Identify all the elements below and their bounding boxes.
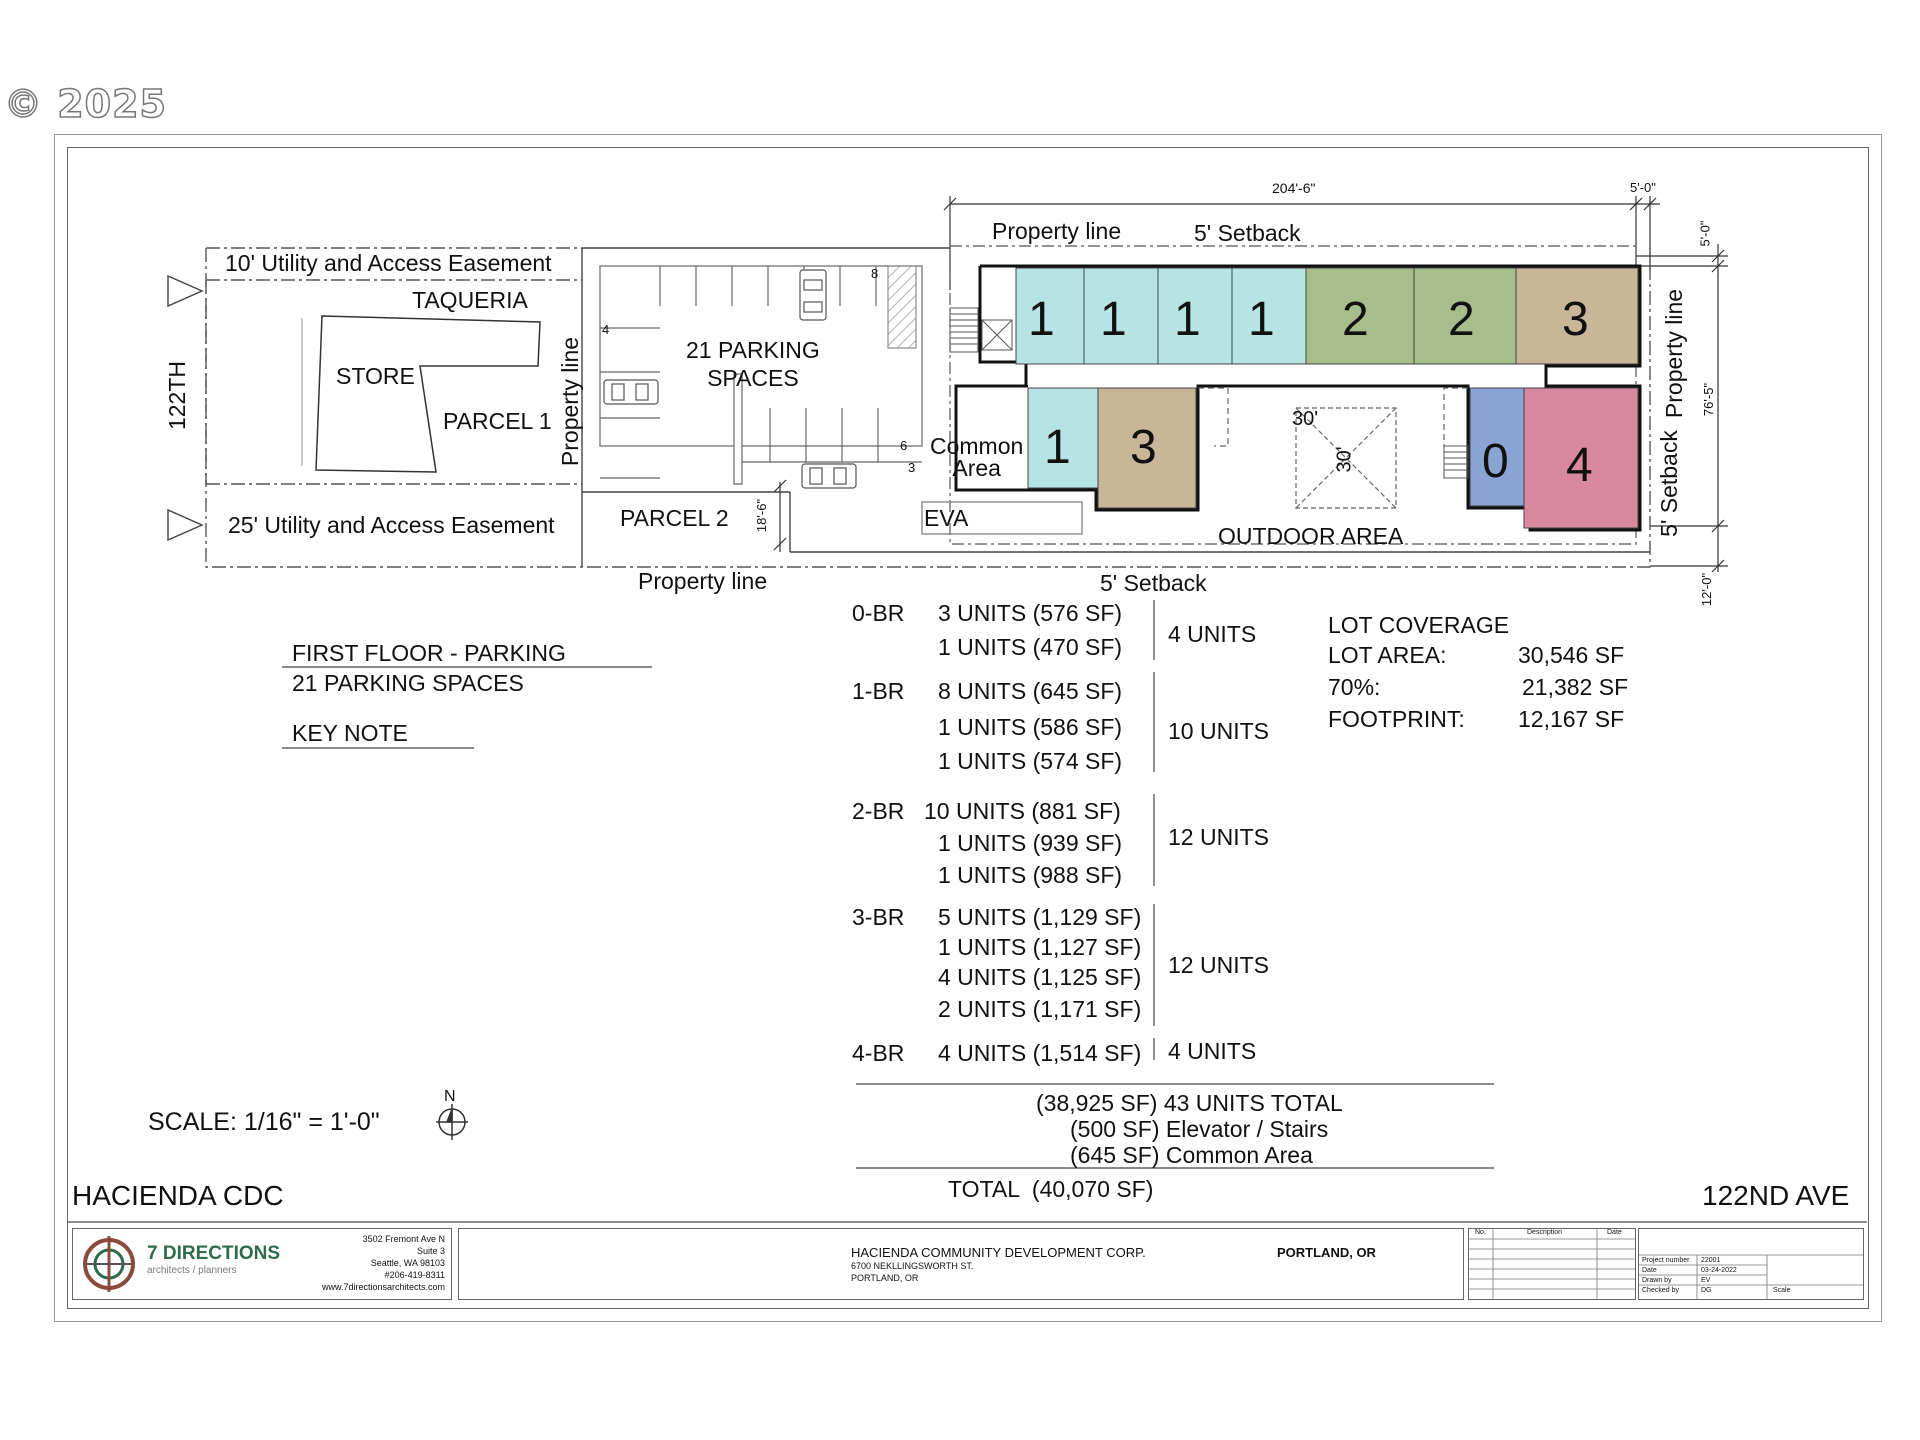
unit-number: 4 <box>1566 439 1593 492</box>
project-info-table <box>1638 1228 1864 1300</box>
schedule-type: 3-BR <box>852 904 905 930</box>
access-arrow-bottom <box>168 510 202 540</box>
note-first-floor: FIRST FLOOR - PARKING <box>292 640 566 666</box>
title-block-firm <box>72 1228 452 1300</box>
firm-address-line: Suite 3 <box>416 1246 445 1256</box>
project-name: HACIENDA CDC <box>72 1180 284 1211</box>
label-setback-bottom: 5' Setback <box>1100 570 1207 596</box>
label-easement-10: 10' Utility and Access Easement <box>225 250 552 276</box>
schedule-row: 1 UNITS (988 SF) <box>938 862 1123 888</box>
schedule-row: 1 UNITS (470 SF) <box>938 634 1123 660</box>
totals-common: (645 SF) Common Area <box>1070 1142 1313 1168</box>
info-label: Drawn by <box>1642 1277 1672 1284</box>
totals-units: (38,925 SF) 43 UNITS TOTAL <box>1036 1090 1343 1116</box>
label-street-122th: 122TH <box>164 360 191 431</box>
firm-address-line: 3502 Fremont Ave N <box>362 1234 445 1244</box>
access-arrow-top <box>168 276 202 306</box>
schedule-total: 12 UNITS <box>1168 952 1269 978</box>
unit-number: 1 <box>1100 293 1127 346</box>
unit-number: 3 <box>1562 293 1589 346</box>
schedule-type: 0-BR <box>852 600 905 626</box>
schedule-row: 2 UNITS (1,171 SF) <box>938 996 1142 1022</box>
dimension-parcel2-label: 18'-6" <box>754 498 770 533</box>
note-scale: SCALE: 1/16" = 1'-0" <box>148 1108 380 1136</box>
dimension-right-bottom-label: 12'-0" <box>1699 572 1715 607</box>
info-value: EV <box>1701 1277 1711 1284</box>
label-parcel1: PARCEL 1 <box>443 408 552 434</box>
label-property-line-top: Property line <box>992 218 1122 244</box>
firm-address <box>322 1233 445 1293</box>
dimension-top-label: 204'-6" <box>1272 180 1316 196</box>
client-name: HACIENDA COMMUNITY DEVELOPMENT CORP. <box>851 1245 1146 1260</box>
coverage-value: 30,546 SF <box>1518 642 1625 668</box>
schedule-type: 4-BR <box>852 1040 905 1066</box>
label-property-line-bottom: Property line <box>638 568 768 594</box>
north-label: N <box>444 1088 456 1105</box>
unit-number: 1 <box>1028 293 1055 346</box>
info-value: 22001 <box>1701 1257 1721 1264</box>
label-30-horizontal: 30' <box>1292 408 1319 430</box>
info-value: DG <box>1701 1287 1712 1294</box>
unit-number: 0 <box>1482 435 1509 488</box>
unit-number: 1 <box>1248 293 1275 346</box>
label-easement-25: 25' Utility and Access Easement <box>228 512 555 538</box>
unit-number: 2 <box>1342 293 1369 346</box>
totals-elevator: (500 SF) Elevator / Stairs <box>1070 1116 1329 1142</box>
stair-right <box>1444 446 1468 478</box>
car-bottom <box>802 464 856 488</box>
schedule-row: 8 UNITS (645 SF) <box>938 678 1123 704</box>
schedule-row: 1 UNITS (1,127 SF) <box>938 934 1142 960</box>
scale-label: Scale <box>1773 1287 1791 1294</box>
info-label: Checked by <box>1642 1287 1679 1294</box>
dimension-18-6 <box>774 480 786 552</box>
label-parcel2: PARCEL 2 <box>620 505 729 531</box>
coverage-label: 70%: <box>1328 674 1381 700</box>
schedule-type: 2-BR <box>852 798 905 824</box>
dimension-right-mid-label: 76'-5" <box>1701 382 1717 417</box>
unit-number: 1 <box>1174 293 1201 346</box>
coverage-value: 21,382 SF <box>1522 674 1629 700</box>
parking-number: 6 <box>900 438 908 453</box>
revision-grid <box>1469 1229 1635 1299</box>
schedule-row: 1 UNITS (586 SF) <box>938 714 1123 740</box>
coverage-value: 12,167 SF <box>1518 706 1625 732</box>
info-label: Project number <box>1642 1257 1690 1264</box>
coverage-label: LOT AREA: <box>1328 642 1447 668</box>
unit-number: 3 <box>1130 421 1157 474</box>
schedule-row: 4 UNITS (1,125 SF) <box>938 964 1142 990</box>
hatched-area <box>888 266 916 348</box>
schedule-total: 4 UNITS <box>1168 1038 1257 1064</box>
label-property-line-left: Property line <box>557 336 584 467</box>
coverage-label: FOOTPRINT: <box>1328 706 1465 732</box>
schedule-row: 4 UNITS (1,514 SF) <box>938 1040 1142 1066</box>
schedule-total: 4 UNITS <box>1168 621 1257 647</box>
info-label: Date <box>1642 1267 1657 1274</box>
client-address-line: PORTLAND, OR <box>851 1273 919 1283</box>
label-common-area: Common Area <box>930 433 1024 481</box>
client-city: PORTLAND, OR <box>1277 1245 1376 1260</box>
revision-table <box>1468 1228 1636 1300</box>
coverage-title: LOT COVERAGE <box>1328 612 1510 638</box>
title-block-client <box>458 1228 1464 1300</box>
label-outdoor-area: OUTDOOR AREA <box>1218 523 1404 549</box>
firm-logo-icon <box>81 1232 137 1296</box>
label-setback-right: 5' Setback <box>1655 430 1682 537</box>
dimension-right-top-label: 5'-0" <box>1697 220 1713 247</box>
store-footprint <box>316 316 540 472</box>
parking-number: 4 <box>602 322 610 337</box>
unit-number: 1 <box>1044 421 1071 474</box>
client-address-line: 6700 NEKLLINGSWORTH ST. <box>851 1261 974 1271</box>
rev-header-no: No. <box>1475 1229 1486 1236</box>
schedule-row: 5 UNITS (1,129 SF) <box>938 904 1142 930</box>
schedule-row: 3 UNITS (576 SF) <box>938 600 1123 626</box>
label-property-line-right: Property line <box>1661 288 1688 419</box>
rev-header-date: Date <box>1607 1229 1622 1236</box>
street-name: 122ND AVE <box>1702 1180 1850 1211</box>
car-top <box>800 270 826 320</box>
copyright-watermark: © 2025 <box>4 82 167 126</box>
note-parking-spaces: 21 PARKING SPACES <box>292 670 524 696</box>
parking-number: 8 <box>871 266 879 281</box>
car-left <box>604 380 658 404</box>
firm-address-line: Seattle, WA 98103 <box>370 1258 445 1268</box>
label-taqueria: TAQUERIA <box>412 287 528 313</box>
rev-header-desc: Description <box>1527 1229 1563 1236</box>
schedule-total: 12 UNITS <box>1168 824 1269 850</box>
info-value: 03-24-2022 <box>1701 1267 1737 1274</box>
dimension-top-right-label: 5'-0" <box>1630 180 1656 195</box>
schedule-type: 1-BR <box>852 678 905 704</box>
firm-address-line: #206-419-8311 <box>384 1270 445 1280</box>
label-setback-top: 5' Setback <box>1194 220 1301 246</box>
unit-number: 2 <box>1448 293 1475 346</box>
label-store: STORE <box>336 363 415 389</box>
north-arrow-icon <box>436 1104 468 1140</box>
schedule-row: 1 UNITS (939 SF) <box>938 830 1123 856</box>
parking-number: 3 <box>908 460 916 475</box>
firm-address-line: www.7directionsarchitects.com <box>321 1282 445 1292</box>
note-key-note: KEY NOTE <box>292 720 408 746</box>
schedule-total: 10 UNITS <box>1168 718 1269 744</box>
label-parking: 21 PARKING SPACES <box>686 337 820 391</box>
firm-name: 7 DIRECTIONS <box>147 1243 281 1264</box>
label-eva: EVA <box>924 505 969 531</box>
schedule-row: 10 UNITS (881 SF) <box>924 798 1121 824</box>
schedule-row: 1 UNITS (574 SF) <box>938 748 1123 774</box>
firm-subtitle: architects / planners <box>147 1265 237 1276</box>
label-30-vertical: 30' <box>1333 446 1356 473</box>
totals-grand: TOTAL (40,070 SF) <box>948 1176 1154 1202</box>
